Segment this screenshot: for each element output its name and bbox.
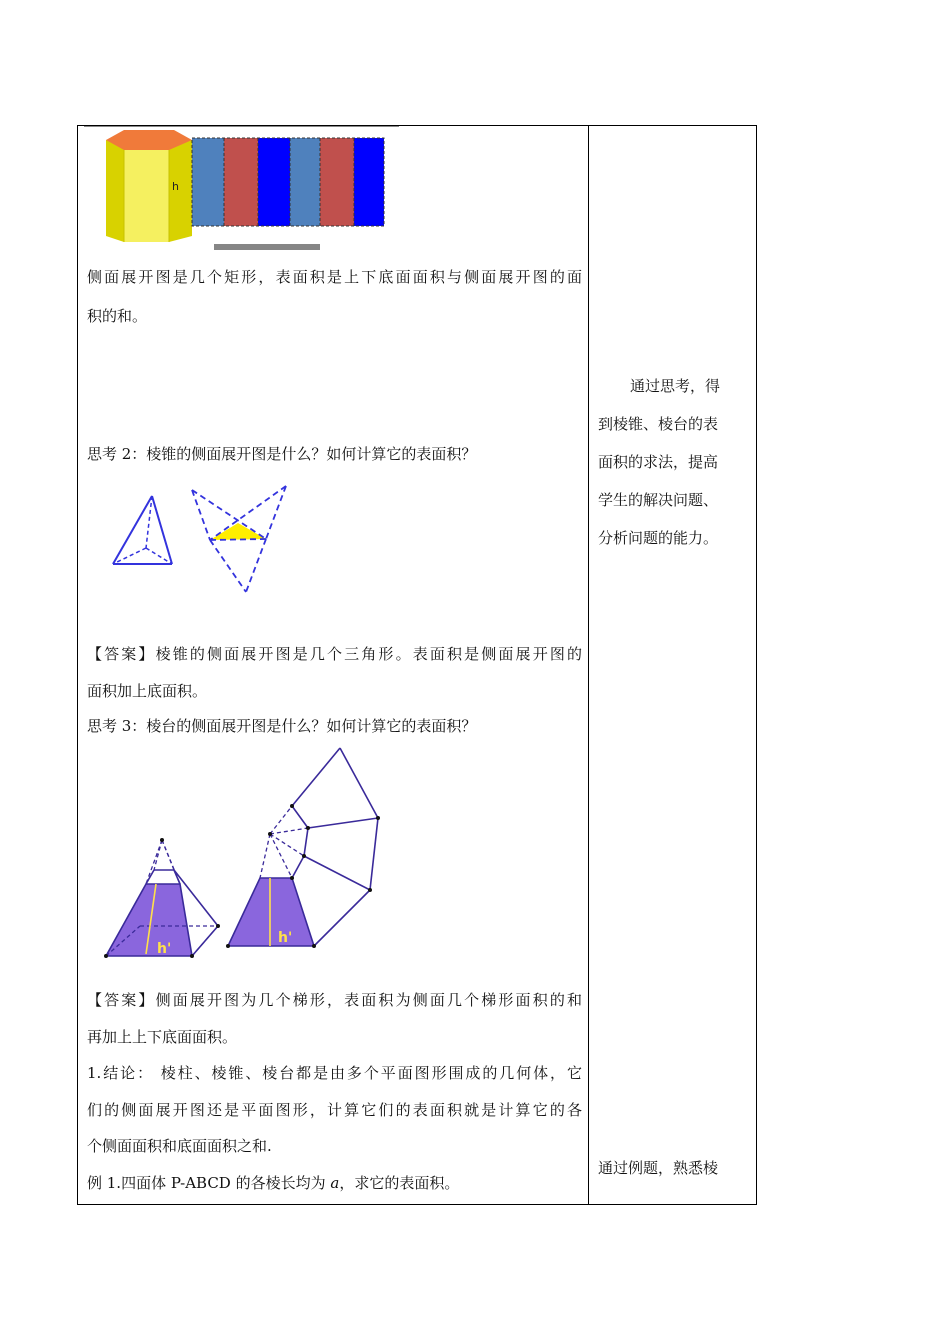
- column-divider: [588, 125, 589, 1205]
- prism-conclusion-line1: 侧面展开图是几个矩形，表面积是上下底面面积与侧面展开图的面: [87, 268, 582, 286]
- note1-line: 到棱锥、棱台的表: [598, 415, 719, 433]
- pyramid-figure: [108, 488, 178, 570]
- example1-suffix: ，求它的表面积。: [339, 1174, 460, 1192]
- note1-line: 学生的解决问题、: [598, 491, 719, 509]
- pyramid-net-figure: [186, 482, 292, 598]
- think3-question: 思考 3：棱台的侧面展开图是什么？如何计算它的表面积？: [87, 717, 477, 735]
- conclusion-line1: 1.结论： 棱柱、棱锥、棱台都是由多个平面图形围成的几何体，它: [87, 1064, 582, 1082]
- example1-variable: a: [330, 1174, 340, 1192]
- answer3-line2: 再加上上下底面面积。: [87, 1028, 238, 1046]
- note1-line: 面积的求法，提高: [598, 453, 719, 471]
- answer3-line1: 【答案】侧面展开图为几个梯形，表面积为侧面几个梯形面积的和: [87, 991, 582, 1009]
- answer2-line1: 【答案】棱锥的侧面展开图是几个三角形。表面积是侧面展开图的: [87, 645, 582, 663]
- teaching-note-1: [598, 367, 750, 557]
- frustum-h-label-2: h': [278, 930, 293, 946]
- conclusion-line2: 们的侧面展开图还是平面图形，计算它们的表面积就是计算它的各: [87, 1101, 582, 1119]
- conclusion-line3: 个侧面面积和底面面积之和.: [87, 1137, 272, 1155]
- prism-h-label: h: [172, 180, 179, 193]
- example1-prefix: 例 1.四面体 P-ABCD 的各棱长均为: [87, 1174, 331, 1192]
- frustum-net-figure: [220, 742, 390, 952]
- think2-question: 思考 2：棱锥的侧面展开图是什么？如何计算它的表面积？: [87, 445, 477, 463]
- prism-net-figure: [84, 126, 404, 250]
- answer2-line2: 面积加上底面积。: [87, 682, 208, 700]
- prism-conclusion-line2: 积的和。: [87, 307, 148, 325]
- note1-line: 通过思考，得: [630, 377, 721, 395]
- example1: [87, 1172, 582, 1194]
- frustum-h-label-1: h': [157, 941, 172, 957]
- frustum-figure: [100, 830, 230, 962]
- teaching-note-2: 通过例题，熟悉棱: [598, 1159, 719, 1177]
- note1-line: 分析问题的能力。: [598, 529, 719, 547]
